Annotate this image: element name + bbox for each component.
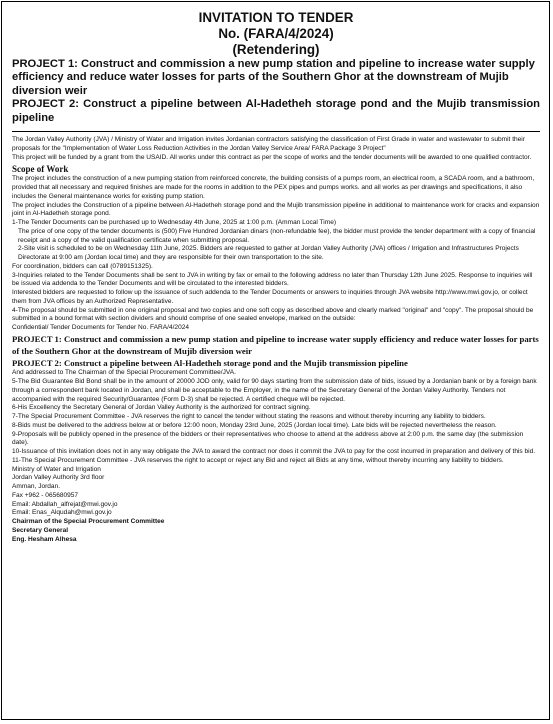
envelope-project-2: PROJECT 2: Construct a pipeline between Al-Hadetheh storage pond and the Mujib transmission pipeline	[12, 358, 408, 369]
envelope-project-1: PROJECT 1: Construct and commission a new pump station and pipeline to increase water supply efficiency and reduce water losses for parts of the Southern Ghor at the downstream of Mujib diversion weir	[12, 333, 539, 356]
item-1: 1-The Tender Documents can be purchased up to Wednesday 4th June, 2025 at 1:00 p.m. (Amman Local Time)	[12, 219, 337, 227]
scope-paragraph-2: The project includes the Construction of a pipeline between Al-Hadetheh storage pond and the Mujib transmission pipeline in additional to maintenance work for cracks and expansion joint in Al-Hadetheh storage pond.	[12, 201, 540, 218]
retendering-label: (Retendering)	[232, 42, 320, 57]
tender-number: No. (FARA/4/2024)	[218, 26, 334, 41]
item-6: 6-His Excellency the Secretary General of Jordan Valley Authority is the authorized for contract signing.	[12, 404, 311, 412]
project-1-heading: PROJECT 1: Construct and commission a new pump station and pipeline to increase water supply efficiency and reduce water losses for parts of the Southern Ghor at the downstream of Mujib diversion weir	[12, 58, 535, 97]
tender-notice	[1, 1, 550, 720]
contact-email-2: Email: Enas_Alqudah@mwi.gov.jo	[12, 509, 112, 517]
contact-email-1: Email: Abdallah_alfrejat@mwi.gov.jo	[12, 500, 118, 508]
divider	[12, 131, 540, 132]
contact-fax: Fax +962 - 065680957	[12, 491, 79, 499]
contact-city: Amman, Jordan.	[12, 483, 61, 491]
notice-title: INVITATION TO TENDER	[198, 10, 354, 25]
signature-name: Eng. Hesham Alhesa	[12, 535, 77, 543]
contact-authority: Jordan Valley Authority 3rd floor	[12, 474, 105, 482]
signature-title: Secretary General	[12, 526, 69, 534]
envelope-marking: Confidential/ Tender Documents for Tender No. FARA/4/2024	[12, 324, 189, 332]
item-2-coordination: For coordination, bidders can call (0789151325).	[12, 262, 153, 270]
item-8: 8-Bids must be delivered to the address below at or before 12:00 noon, Monday 23rd June, 2025 (Jordan local time). Late bids will be rejected nevertheless the reason.	[12, 421, 497, 429]
item-4: 4-The proposal should be submitted in one original proposal and two copies and one soft copy as described above and clearly marked "original" and "copy". The proposal should be submitted in a bound format with section dividers and should comprise of one sealed envelope, marked on the outside:	[12, 306, 534, 323]
item-1-price: The price of one copy of the tender documents is (500) Five Hundred Jordanian dinars (non-refundable fee), the bidder must provide the tender department with a copy of financial receipt and a copy of the valid qualification certificate when submitting proposal.	[18, 227, 536, 244]
project-2-heading: PROJECT 2: Construct a pipeline between Al-Hadetheh storage pond and the Mujib transmission pipeline	[12, 98, 540, 124]
item-7: 7-The Special Procurement Committee - JVA reserves the right to cancel the tender without stating the reasons and without thereby incurring any liability to bidders.	[12, 413, 486, 421]
contact-ministry: Ministry of Water and Irrigation	[12, 465, 101, 473]
item-2: 2-Site visit is scheduled to be on Wednesday 11th June, 2025. Bidders are requested to gather at Jordan Valley Authority (JVA) offices / Irrigation and Infrastructures Projects Directorate at 9:00 am (Jordan local time) and they are responsible for their own transportation to the site.	[18, 245, 519, 262]
item-11: 11-The Special Procurement Committee - JVA reserves the right to accept or reject any Bid and reject all Bids at any time, without thereby incurring any liability to bidders.	[12, 456, 504, 464]
funding-paragraph: This project will be funded by a grant from the USAID. All works under this contract as per the scope of works and the tender documents will be awarded to one qualified contractor.	[12, 153, 532, 161]
addressee-line: And addressed to The Chairman of the Special Procurement Committee/JVA.	[12, 369, 236, 377]
intro-paragraph: The Jordan Valley Authority (JVA) / Ministry of Water and Irrigation invites Jordanian contractors satisfying the classification of First Grade in water and wastewater to submit their proposals for the "Implementation of Water Loss Reduction Activities in the Jordan Valley Service Area/ FARA Package 3 Project"	[12, 136, 525, 152]
item-10: 10-Issuance of this invitation does not in any way obligate the JVA to award the contract nor does it commit the JVA to pay for the cost incurred in preparation and delivery of this bid.	[12, 448, 536, 456]
item-3: 3-Inquiries related to the Tender Documents shall be sent to JVA in writing by fax or email to the following address no later than Thursday 12th June 2025. Response to inquiries will be issued via addenda to the Tender Documents and will be circulated to the interested bidders.	[12, 271, 533, 288]
signature-chairman: Chairman of the Special Procurement Committee	[12, 518, 165, 526]
scope-heading: Scope of Work	[12, 164, 69, 175]
item-9: 9-Proposals will be publicly opened in the presence of the bidders or their representatives who choose to attend at the address above at 2:00 p.m. the same day (the submission date).	[12, 430, 524, 447]
item-5: 5-The Bid Guarantee Bid Bond shall be in the amount of 20000 JOD only, valid for 90 days starting from the submission date of bids, issued by a Jordanian bank or by a foreign bank through a correspondent bank located in Jordan, and shall be acceptable to the Employer, in the name of the Secretary General of the Jordan Valley Authority. Tenders not accompanied with the required Security/Guarantee (Form D-3) shall be rejected. A certified cheque will be rejected.	[12, 378, 537, 403]
item-3-addenda: Interested bidders are requested to follow up the issuance of such addenda to the Tender Documents or answers to inquiries through JVA website http://www.mwi.gov.jo, or collect them from JVA offices by an Authorized Representative.	[12, 289, 528, 305]
scope-paragraph-1: The project includes the construction of a new pumping station from reinforced concrete, the building consists of a pumps room, an electrical room, a SCADA room, and a bathroom, provided that all necessary and required finishes are made for the rooms in addition to the PEX pipes and pumps works. and all works as per drawings and specifications, it also includes the General maintenance works for existing pump station.	[12, 175, 535, 200]
